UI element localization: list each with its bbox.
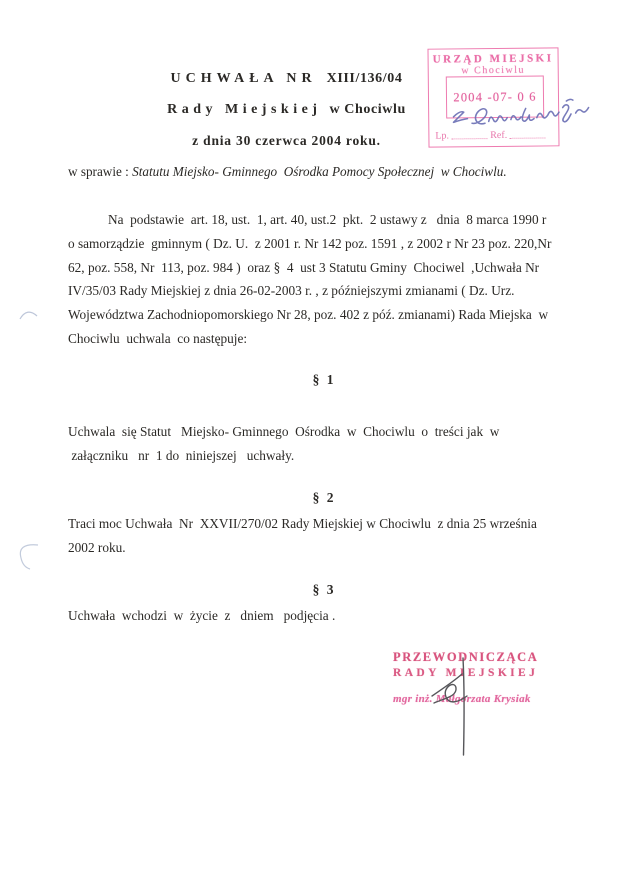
- chairwoman-title: PRZEWODNICZĄCA: [393, 650, 539, 664]
- body-line: Chociwlu uchwala co następuje:: [68, 330, 248, 346]
- subject-text: Statutu Miejsko- Gminnego Ośrodka Pomocy Społecznej w Chociwlu.: [132, 164, 507, 179]
- stamp-office-city: w Chociwlu: [461, 64, 526, 77]
- handwritten-pen-signature: [426, 656, 496, 758]
- section-line: Traci moc Uchwała Nr XXVII/270/02 Rady Miejskiej w Chociwlu z dnia 25 września: [68, 516, 537, 531]
- section-2-text: [68, 512, 580, 559]
- body-line: Województwa Zachodniopomorskiego Nr 28, poz. 402 z póź. zmianami) Rada Miejska w: [68, 307, 549, 323]
- section-line: Uchwala się Statut Miejsko- Gminnego Ośrodka w Chociwlu o treści jak w: [68, 424, 500, 439]
- body-line: o samorządzie gminnym ( Dz. U. z 2001 r. Nr 142 poz. 1591 , z 2002 r Nr 23 poz. 220,Nr: [68, 235, 552, 251]
- resolution-title-word: UCHWAŁA NR: [170, 71, 317, 86]
- subject-line: [68, 164, 580, 180]
- council-name-spaced: Rady Miejskiej: [167, 102, 322, 117]
- section-line: załączniku nr 1 do niniejszej uchwały.: [68, 447, 295, 463]
- scan-artifact-arc-bottom: [15, 541, 42, 571]
- body-line: Na podstawie art. 18, ust. 1, art. 40, ust.2 pkt. 2 ustawy z dnia 8 marca 1990 r: [108, 212, 547, 227]
- section-line: 2002 roku.: [68, 539, 126, 555]
- section-line: Uchwała wchodzi w życie z dniem podjęcia .: [68, 608, 336, 623]
- section-2-mark: § 2: [312, 490, 336, 505]
- section-1-mark: § 1: [312, 372, 336, 387]
- stamp-lp-label: Lp.: [435, 130, 450, 142]
- council-name-city: w Chociwlu: [329, 102, 406, 117]
- body-line: IV/35/03 Rady Miejskiej z dnia 26-02-2003 r. , z późniejszymi zmianami ( Dz. Urz.: [68, 283, 515, 299]
- section-3-text: [68, 604, 580, 628]
- legal-basis-paragraph: [68, 208, 580, 351]
- subject-label: w sprawie :: [68, 164, 133, 179]
- body-line: 62, poz. 558, Nr 113, poz. 984 ) oraz § 4 ust 3 Statutu Gminy Chociwel ,Uchwała Nr: [68, 259, 540, 275]
- section-1-text: [68, 420, 580, 467]
- stamp-date: 2004 -07- 0 6: [453, 89, 537, 105]
- section-3-mark: § 3: [312, 582, 336, 597]
- handwritten-annotation-ink: [448, 96, 596, 132]
- scan-artifact-arc-top: [19, 308, 38, 322]
- resolution-number: XIII/136/04: [326, 71, 403, 86]
- chairwoman-council: RADY MIEJSKIEJ: [393, 667, 539, 679]
- stamp-ref-label: Ref.: [490, 129, 508, 142]
- stamp-office-name: URZĄD MIEJSKI: [432, 52, 554, 66]
- chairwoman-name: mgr inż. Małgorzata Krysiak: [393, 693, 531, 705]
- resolution-date-line: z dnia 30 czerwca 2004 roku.: [192, 133, 381, 148]
